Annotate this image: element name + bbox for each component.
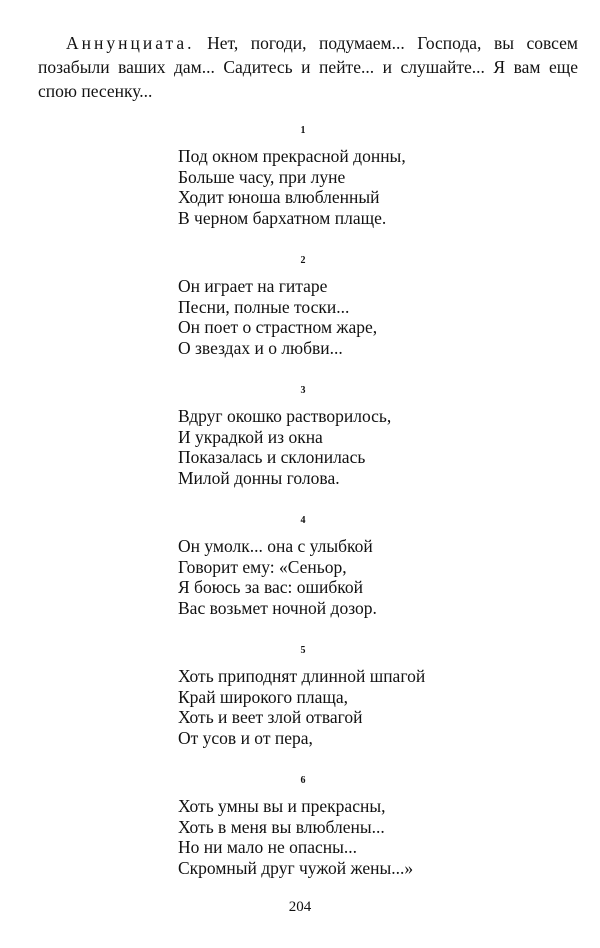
verse-line: Он поет о страстном жаре, [178, 317, 378, 337]
verse-line: Хоть и веет злой отвагой [178, 707, 363, 727]
verse-line: Я боюсь за вас: ошибкой [178, 577, 363, 597]
stanza-number: 2 [300, 255, 306, 266]
stanza-number: 6 [300, 775, 306, 786]
verse-line: Край широкого плаща, [178, 686, 348, 707]
stanza-1 [178, 124, 578, 254]
stanza-3 [178, 384, 578, 514]
verse-line: О звездах и о любви... [178, 337, 343, 358]
verse-line: Вас возьмет ночной дозор. [178, 597, 377, 618]
page-number: 204 [288, 899, 312, 915]
verse-line: Песни, полные тоски... [178, 296, 350, 317]
intro-text: Нет, погоди, подумаем... Господа, вы совсем позабыли ваших дам... Садитесь и пейте... и слушайте... Я вам еще спою песенку... [38, 33, 579, 101]
verse-line: Больше часу, при луне [178, 166, 346, 187]
verse-line: Он умолк... она с улыбкой [178, 536, 373, 556]
speaker-name: Аннунциата. [66, 33, 195, 53]
stanza-2 [178, 254, 578, 384]
verse-line: Ходит юноша влюбленный [178, 187, 380, 207]
verse-line: Хоть приподнят длинной шпагой [178, 666, 426, 686]
verse-line: Но ни мало не опасны... [178, 837, 358, 857]
stanza-4 [178, 514, 578, 644]
verse-line: Показалась и склонилась [178, 447, 366, 467]
verse-line: И украдкой из окна [178, 426, 323, 447]
verse-line: Хоть в меня вы влюблены... [178, 816, 385, 837]
verse-line: Под окном прекрасной донны, [178, 146, 406, 166]
stanza-number: 1 [300, 125, 306, 136]
stanza-number: 3 [300, 385, 306, 396]
stanza-number: 5 [300, 645, 306, 656]
verse-line: Говорит ему: «Сеньор, [178, 556, 347, 577]
verse-line: Он играет на гитаре [178, 276, 328, 296]
verse-line: Вдруг окошко растворилось, [178, 406, 392, 426]
verse-line: Скромный друг чужой жены...» [178, 857, 414, 878]
verse-line: В черном бархатном плаще. [178, 207, 387, 228]
song-stanzas [178, 124, 578, 904]
stanza-6 [178, 774, 578, 904]
verse-line: Хоть умны вы и прекрасны, [178, 796, 386, 816]
verse-line: Милой донны голова. [178, 467, 340, 488]
stanza-5 [178, 644, 578, 774]
verse-line: От усов и от пера, [178, 727, 313, 748]
intro-paragraph [38, 31, 578, 103]
stanza-number: 4 [300, 515, 306, 526]
